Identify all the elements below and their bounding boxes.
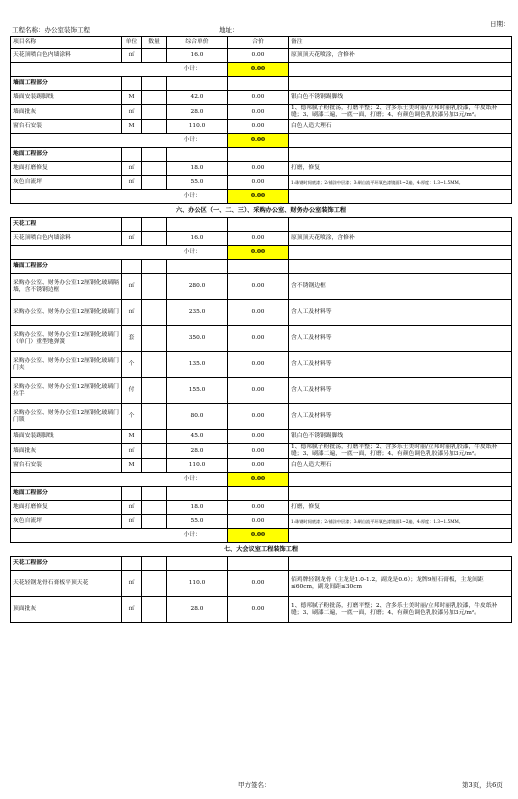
subtotal-label: 小计：: [11, 529, 228, 543]
item-name-cell: 灰色自流坪: [11, 515, 122, 529]
empty-cell: [289, 77, 512, 91]
quantity-cell: [142, 232, 167, 246]
subtotal-label: 小计：: [11, 134, 228, 148]
subtotal-row: [11, 473, 512, 487]
quantity-cell: [142, 571, 167, 597]
unit-price-cell: 280.0: [167, 274, 228, 300]
table-row: [11, 274, 512, 300]
remarks-cell: 含人工及材料等: [289, 326, 512, 352]
unit-cell: ㎡: [122, 274, 142, 300]
chapter-title: 七、大会议室工程装饰工程: [11, 543, 512, 557]
total-cell: 0.00: [228, 326, 289, 352]
col-header-quantity: 数量: [142, 37, 167, 49]
item-name-cell: 灰色自流坪: [11, 176, 122, 190]
subtotal-value: 0.00: [228, 134, 289, 148]
total-cell: 0.00: [228, 515, 289, 529]
empty-cell: [122, 148, 142, 162]
section-heading: 天花工程部分: [11, 557, 122, 571]
section-heading-row: [11, 557, 512, 571]
unit-price-cell: 28.0: [167, 444, 228, 459]
table-row: [11, 91, 512, 105]
unit-price-cell: 28.0: [167, 105, 228, 120]
unit-cell: 个: [122, 352, 142, 378]
total-cell: 0.00: [228, 352, 289, 378]
unit-cell: 付: [122, 378, 142, 404]
total-cell: 0.00: [228, 120, 289, 134]
chapter-title: 六、办公区（一、二、三）、采购办公室、财务办公室装饰工程: [11, 204, 512, 218]
col-header-remarks: 备注: [289, 37, 512, 49]
subtotal-row: [11, 63, 512, 77]
item-name-cell: 天花顶喷白色内墙涂料: [11, 232, 122, 246]
unit-price-cell: 110.0: [167, 459, 228, 473]
remarks-cell: 含人工及材料等: [289, 404, 512, 430]
remarks-cell: 银白色不锈钢踢脚线: [289, 91, 512, 105]
unit-cell: ㎡: [122, 515, 142, 529]
unit-cell: ㎡: [122, 300, 142, 326]
remarks-cell: 打磨，修复: [289, 162, 512, 176]
item-name-cell: 采购办公室、财务办公室12厘钢化玻璃门拉手: [11, 378, 122, 404]
remarks-cell: 含人工及材料等: [289, 378, 512, 404]
item-name-cell: 墙面安装踢脚线: [11, 91, 122, 105]
quantity-cell: [142, 326, 167, 352]
subtotal-value: 0.00: [228, 529, 289, 543]
subtotal-label: 小计：: [11, 473, 228, 487]
item-name-cell: 采购办公室、财务办公室12厘钢化玻璃门门夹: [11, 352, 122, 378]
empty-cell: [289, 148, 512, 162]
empty-cell: [289, 487, 512, 501]
empty-cell: [289, 473, 512, 487]
total-cell: 0.00: [228, 430, 289, 444]
quantity-cell: [142, 162, 167, 176]
table-row: [11, 49, 512, 63]
unit-price-cell: 110.0: [167, 571, 228, 597]
unit-cell: M: [122, 120, 142, 134]
quantity-cell: [142, 352, 167, 378]
subtotal-label: 小计：: [11, 63, 228, 77]
subtotal-label: 小计：: [11, 246, 228, 260]
chapter-title-row: [11, 204, 512, 218]
total-cell: 0.00: [228, 91, 289, 105]
quantity-cell: [142, 274, 167, 300]
unit-cell: ㎡: [122, 571, 142, 597]
empty-cell: [167, 77, 228, 91]
empty-cell: [122, 260, 142, 274]
project-name-label: 工程名称：办公室装饰工程: [12, 26, 90, 34]
remarks-cell: 银白色不锈钢踢脚线: [289, 430, 512, 444]
section-heading-row: [11, 148, 512, 162]
col-header-item-name: 项目名称: [11, 37, 122, 49]
empty-cell: [122, 218, 142, 232]
empty-cell: [289, 218, 512, 232]
unit-cell: ㎡: [122, 105, 142, 120]
empty-cell: [289, 260, 512, 274]
total-cell: 0.00: [228, 232, 289, 246]
section-heading-row: [11, 260, 512, 274]
empty-cell: [289, 134, 512, 148]
total-cell: 0.00: [228, 597, 289, 623]
unit-cell: ㎡: [122, 501, 142, 515]
unit-price-cell: 28.0: [167, 597, 228, 623]
remarks-cell: 1:珠钢时间底漆；2:铺涂中层漆；3:刷自流平环氧色漆镜面1~2遍，4:厚度：1.3~1.5MM。: [289, 515, 512, 529]
unit-price-cell: 235.0: [167, 300, 228, 326]
remarks-cell: 含人工及材料等: [289, 352, 512, 378]
col-header-unit: 单位: [122, 37, 142, 49]
unit-cell: ㎡: [122, 162, 142, 176]
empty-cell: [167, 487, 228, 501]
quantity-cell: [142, 597, 167, 623]
total-cell: 0.00: [228, 162, 289, 176]
table-row: [11, 162, 512, 176]
empty-cell: [167, 557, 228, 571]
subtotal-row: [11, 134, 512, 148]
unit-price-cell: 42.0: [167, 91, 228, 105]
unit-cell: 套: [122, 326, 142, 352]
empty-cell: [122, 557, 142, 571]
section-heading: 墙面工程部分: [11, 77, 122, 91]
remarks-cell: 原顶顶天花喷涂，含修补: [289, 49, 512, 63]
remarks-cell: 1:珠钢时间底漆；2:铺涂中层漆；3:刷自流平环氧色漆镜面1~2遍，4:厚度：1.3~1.5MM。: [289, 176, 512, 190]
empty-cell: [142, 148, 167, 162]
table-row: [11, 444, 512, 459]
quantity-cell: [142, 300, 167, 326]
empty-cell: [142, 487, 167, 501]
quantity-cell: [142, 430, 167, 444]
item-name-cell: 窗台石安装: [11, 120, 122, 134]
quantity-cell: [142, 378, 167, 404]
table-row: [11, 571, 512, 597]
table-row: [11, 459, 512, 473]
unit-price-cell: 155.0: [167, 378, 228, 404]
unit-price-cell: 45.0: [167, 430, 228, 444]
remarks-cell: 1、德邦腻子粉批荡，打磨平整；2、含多乐士美时丽/立邦时丽乳胶漆，牛皮纸补缝；3、刷漆二遍，一底一面，打磨；4、有颜色调色乳胶漆另加3元/m²。: [289, 597, 512, 623]
unit-price-cell: 55.0: [167, 176, 228, 190]
unit-price-cell: 16.0: [167, 49, 228, 63]
quantity-cell: [142, 49, 167, 63]
unit-cell: ㎡: [122, 597, 142, 623]
quantity-cell: [142, 501, 167, 515]
unit-price-cell: 18.0: [167, 501, 228, 515]
section-heading-row: [11, 487, 512, 501]
empty-cell: [289, 246, 512, 260]
item-name-cell: 采购办公室、财务办公室12厘钢化玻璃门: [11, 300, 122, 326]
unit-price-cell: 80.0: [167, 404, 228, 430]
item-name-cell: 墙面批灰: [11, 444, 122, 459]
section-heading: 地面工程部分: [11, 148, 122, 162]
empty-cell: [142, 260, 167, 274]
empty-cell: [228, 260, 289, 274]
unit-cell: ㎡: [122, 49, 142, 63]
unit-cell: ㎡: [122, 444, 142, 459]
quantity-cell: [142, 105, 167, 120]
empty-cell: [228, 557, 289, 571]
quantity-cell: [142, 176, 167, 190]
unit-cell: ㎡: [122, 232, 142, 246]
section-heading-row: [11, 77, 512, 91]
page-number: 第3页，共6页: [462, 781, 503, 789]
total-cell: 0.00: [228, 404, 289, 430]
item-name-cell: 天花轻钢龙骨石膏板平顶天花: [11, 571, 122, 597]
address-label: 地址：: [219, 26, 239, 34]
subtotal-row: [11, 529, 512, 543]
quantity-cell: [142, 515, 167, 529]
empty-cell: [122, 487, 142, 501]
remarks-cell: 白色人造大理石: [289, 120, 512, 134]
table-row: [11, 352, 512, 378]
item-name-cell: 采购办公室、财务办公室12厘钢化玻璃门门锁: [11, 404, 122, 430]
empty-cell: [142, 557, 167, 571]
empty-cell: [142, 77, 167, 91]
unit-price-cell: 110.0: [167, 120, 228, 134]
empty-cell: [167, 260, 228, 274]
column-header-row: [11, 37, 512, 49]
empty-cell: [289, 557, 512, 571]
total-cell: 0.00: [228, 300, 289, 326]
unit-price-cell: 135.0: [167, 352, 228, 378]
item-name-cell: 采购办公室、财务办公室12厘钢化玻璃门（单门）重型地弹簧: [11, 326, 122, 352]
empty-cell: [228, 487, 289, 501]
total-cell: 0.00: [228, 274, 289, 300]
subtotal-row: [11, 246, 512, 260]
unit-price-cell: 55.0: [167, 515, 228, 529]
remarks-cell: 原顶顶天花喷涂，含修补: [289, 232, 512, 246]
table-row: [11, 326, 512, 352]
chapter-title-row: [11, 543, 512, 557]
table-row: [11, 404, 512, 430]
subtotal-value: 0.00: [228, 190, 289, 204]
total-cell: 0.00: [228, 49, 289, 63]
unit-price-cell: 18.0: [167, 162, 228, 176]
remarks-cell: 含人工及材料等: [289, 300, 512, 326]
empty-cell: [228, 148, 289, 162]
section-heading: 地面工程部分: [11, 487, 122, 501]
remarks-cell: 打磨，修复: [289, 501, 512, 515]
subtotal-value: 0.00: [228, 63, 289, 77]
empty-cell: [142, 218, 167, 232]
subtotal-value: 0.00: [228, 473, 289, 487]
unit-cell: M: [122, 459, 142, 473]
total-cell: 0.00: [228, 501, 289, 515]
empty-cell: [167, 148, 228, 162]
client-signature-label: 甲方签名：: [238, 781, 271, 789]
empty-cell: [289, 63, 512, 77]
section-heading-row: [11, 218, 512, 232]
table-row: [11, 597, 512, 623]
col-header-total: 合价: [228, 37, 289, 49]
quantity-cell: [142, 459, 167, 473]
section-heading: 天花工程: [11, 218, 122, 232]
remarks-cell: 1、德邦腻子粉批荡，打磨平整；2、含多乐士美时丽/立邦时丽乳胶漆，牛皮纸补缝；3、刷漆二遍，一底一面，打磨；4、有颜色调色乳胶漆另加3元/m²。: [289, 444, 512, 459]
col-header-unit-price: 综合单价: [167, 37, 228, 49]
remarks-cell: 佰鸡牌轻钢龙骨（主龙是1.0-1.2，副龙是0.6）；龙牌9厘石膏板，主龙间距≤60cm，副龙间距≤30cm: [289, 571, 512, 597]
table-row: [11, 501, 512, 515]
table-row: [11, 232, 512, 246]
subtotal-value: 0.00: [228, 246, 289, 260]
unit-cell: M: [122, 91, 142, 105]
unit-price-cell: 350.0: [167, 326, 228, 352]
total-cell: 0.00: [228, 378, 289, 404]
table-row: [11, 176, 512, 190]
table-row: [11, 105, 512, 120]
empty-cell: [289, 529, 512, 543]
total-cell: 0.00: [228, 459, 289, 473]
empty-cell: [122, 77, 142, 91]
empty-cell: [228, 77, 289, 91]
item-name-cell: 采购办公室、财务办公室12厘钢化玻璃隔墙，含不锈钢边框: [11, 274, 122, 300]
quantity-cell: [142, 120, 167, 134]
subtotal-row: [11, 190, 512, 204]
item-name-cell: 天花顶喷白色内墙涂料: [11, 49, 122, 63]
unit-price-cell: 16.0: [167, 232, 228, 246]
remarks-cell: 白色人造大理石: [289, 459, 512, 473]
remarks-cell: 含不锈钢边框: [289, 274, 512, 300]
remarks-cell: 1、德邦腻子粉批荡，打磨平整；2、含多乐士美时丽/立邦时丽乳胶漆，牛皮纸补缝；3、刷漆二遍，一底一面，打磨；4、有颜色调色乳胶漆另加3元/m²。: [289, 105, 512, 120]
quotation-table: [10, 36, 512, 623]
item-name-cell: 墙面批灰: [11, 105, 122, 120]
subtotal-label: 小计：: [11, 190, 228, 204]
item-name-cell: 窗台石安装: [11, 459, 122, 473]
quantity-cell: [142, 444, 167, 459]
table-row: [11, 120, 512, 134]
section-heading: 墙面工程部分: [11, 260, 122, 274]
empty-cell: [167, 218, 228, 232]
table-row: [11, 300, 512, 326]
item-name-cell: 地面打磨修复: [11, 501, 122, 515]
unit-cell: ㎡: [122, 176, 142, 190]
total-cell: 0.00: [228, 176, 289, 190]
item-name-cell: 地面打磨修复: [11, 162, 122, 176]
table-row: [11, 515, 512, 529]
unit-cell: 个: [122, 404, 142, 430]
item-name-cell: 墙面安装踢脚线: [11, 430, 122, 444]
unit-cell: M: [122, 430, 142, 444]
table-row: [11, 430, 512, 444]
item-name-cell: 顶面批灰: [11, 597, 122, 623]
total-cell: 0.00: [228, 105, 289, 120]
total-cell: 0.00: [228, 571, 289, 597]
quantity-cell: [142, 404, 167, 430]
quantity-cell: [142, 91, 167, 105]
date-label: 日期：: [490, 20, 510, 28]
empty-cell: [289, 190, 512, 204]
empty-cell: [228, 218, 289, 232]
total-cell: 0.00: [228, 444, 289, 459]
table-row: [11, 378, 512, 404]
